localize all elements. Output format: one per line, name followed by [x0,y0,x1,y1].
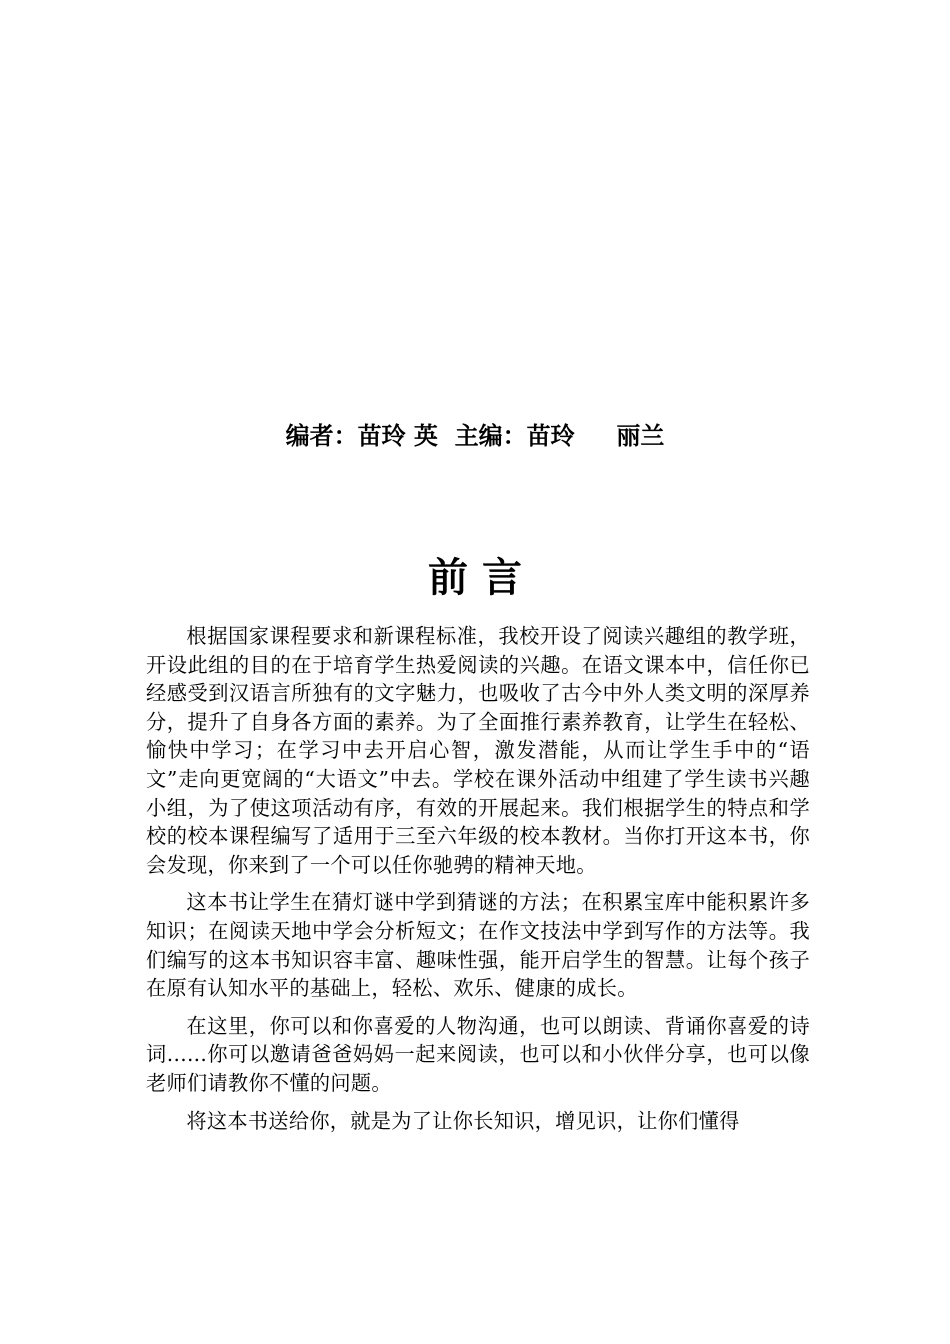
preface-paragraph-1: 根据国家课程要求和新课程标准，我校开设了阅读兴趣组的教学班，开设此组的目的在于培育学生热爱阅读的兴趣。在语文课本中，信任你已经感受到汉语言所独有的文字魅力，也吸收了古今中外人类文明的深厚养分，提升了自身各方面的素养。为了全面推行素养教育，让学生在轻松、愉快中学习；在学习中去开启心智，激发潜能，从而让学生手中的“语文”走向更宽阔的“大语文”中去。学校在课外活动中组建了学生读书兴趣小组，为了使这项活动有序，有效的开展起来。我们根据学生的特点和学校的校本课程编写了适用于三至六年级的校本教材。当你打开这本书，你会发现，你来到了一个可以任你驰骋的精神天地。 [146,624,810,877]
preface-title: 前 言 [428,554,522,601]
editors-line: 编者：苗玲 英 主编：苗玲 丽兰 [285,422,665,450]
preface-paragraph-4: 将这本书送给你，就是为了让你长知识，增见识，让你们懂得 [186,1108,740,1133]
preface-paragraph-3: 在这里，你可以和你喜爱的人物沟通，也可以朗读、背诵你喜爱的诗词......你可以邀请爸爸妈妈一起来阅读，也可以和小伙伴分享，也可以像老师们请教你不懂的问题。 [146,1013,810,1095]
preface-paragraph-2: 这本书让学生在猜灯谜中学到猜谜的方法；在积累宝库中能积累许多知识；在阅读天地中学会分析短文；在作文技法中学到写作的方法等。我们编写的这本书知识容丰富、趣味性强，能开启学生的智慧。让每个孩子在原有认知水平的基础上，轻松、欢乐、健康的成长。 [146,890,810,1001]
preface-body [146,622,810,1144]
